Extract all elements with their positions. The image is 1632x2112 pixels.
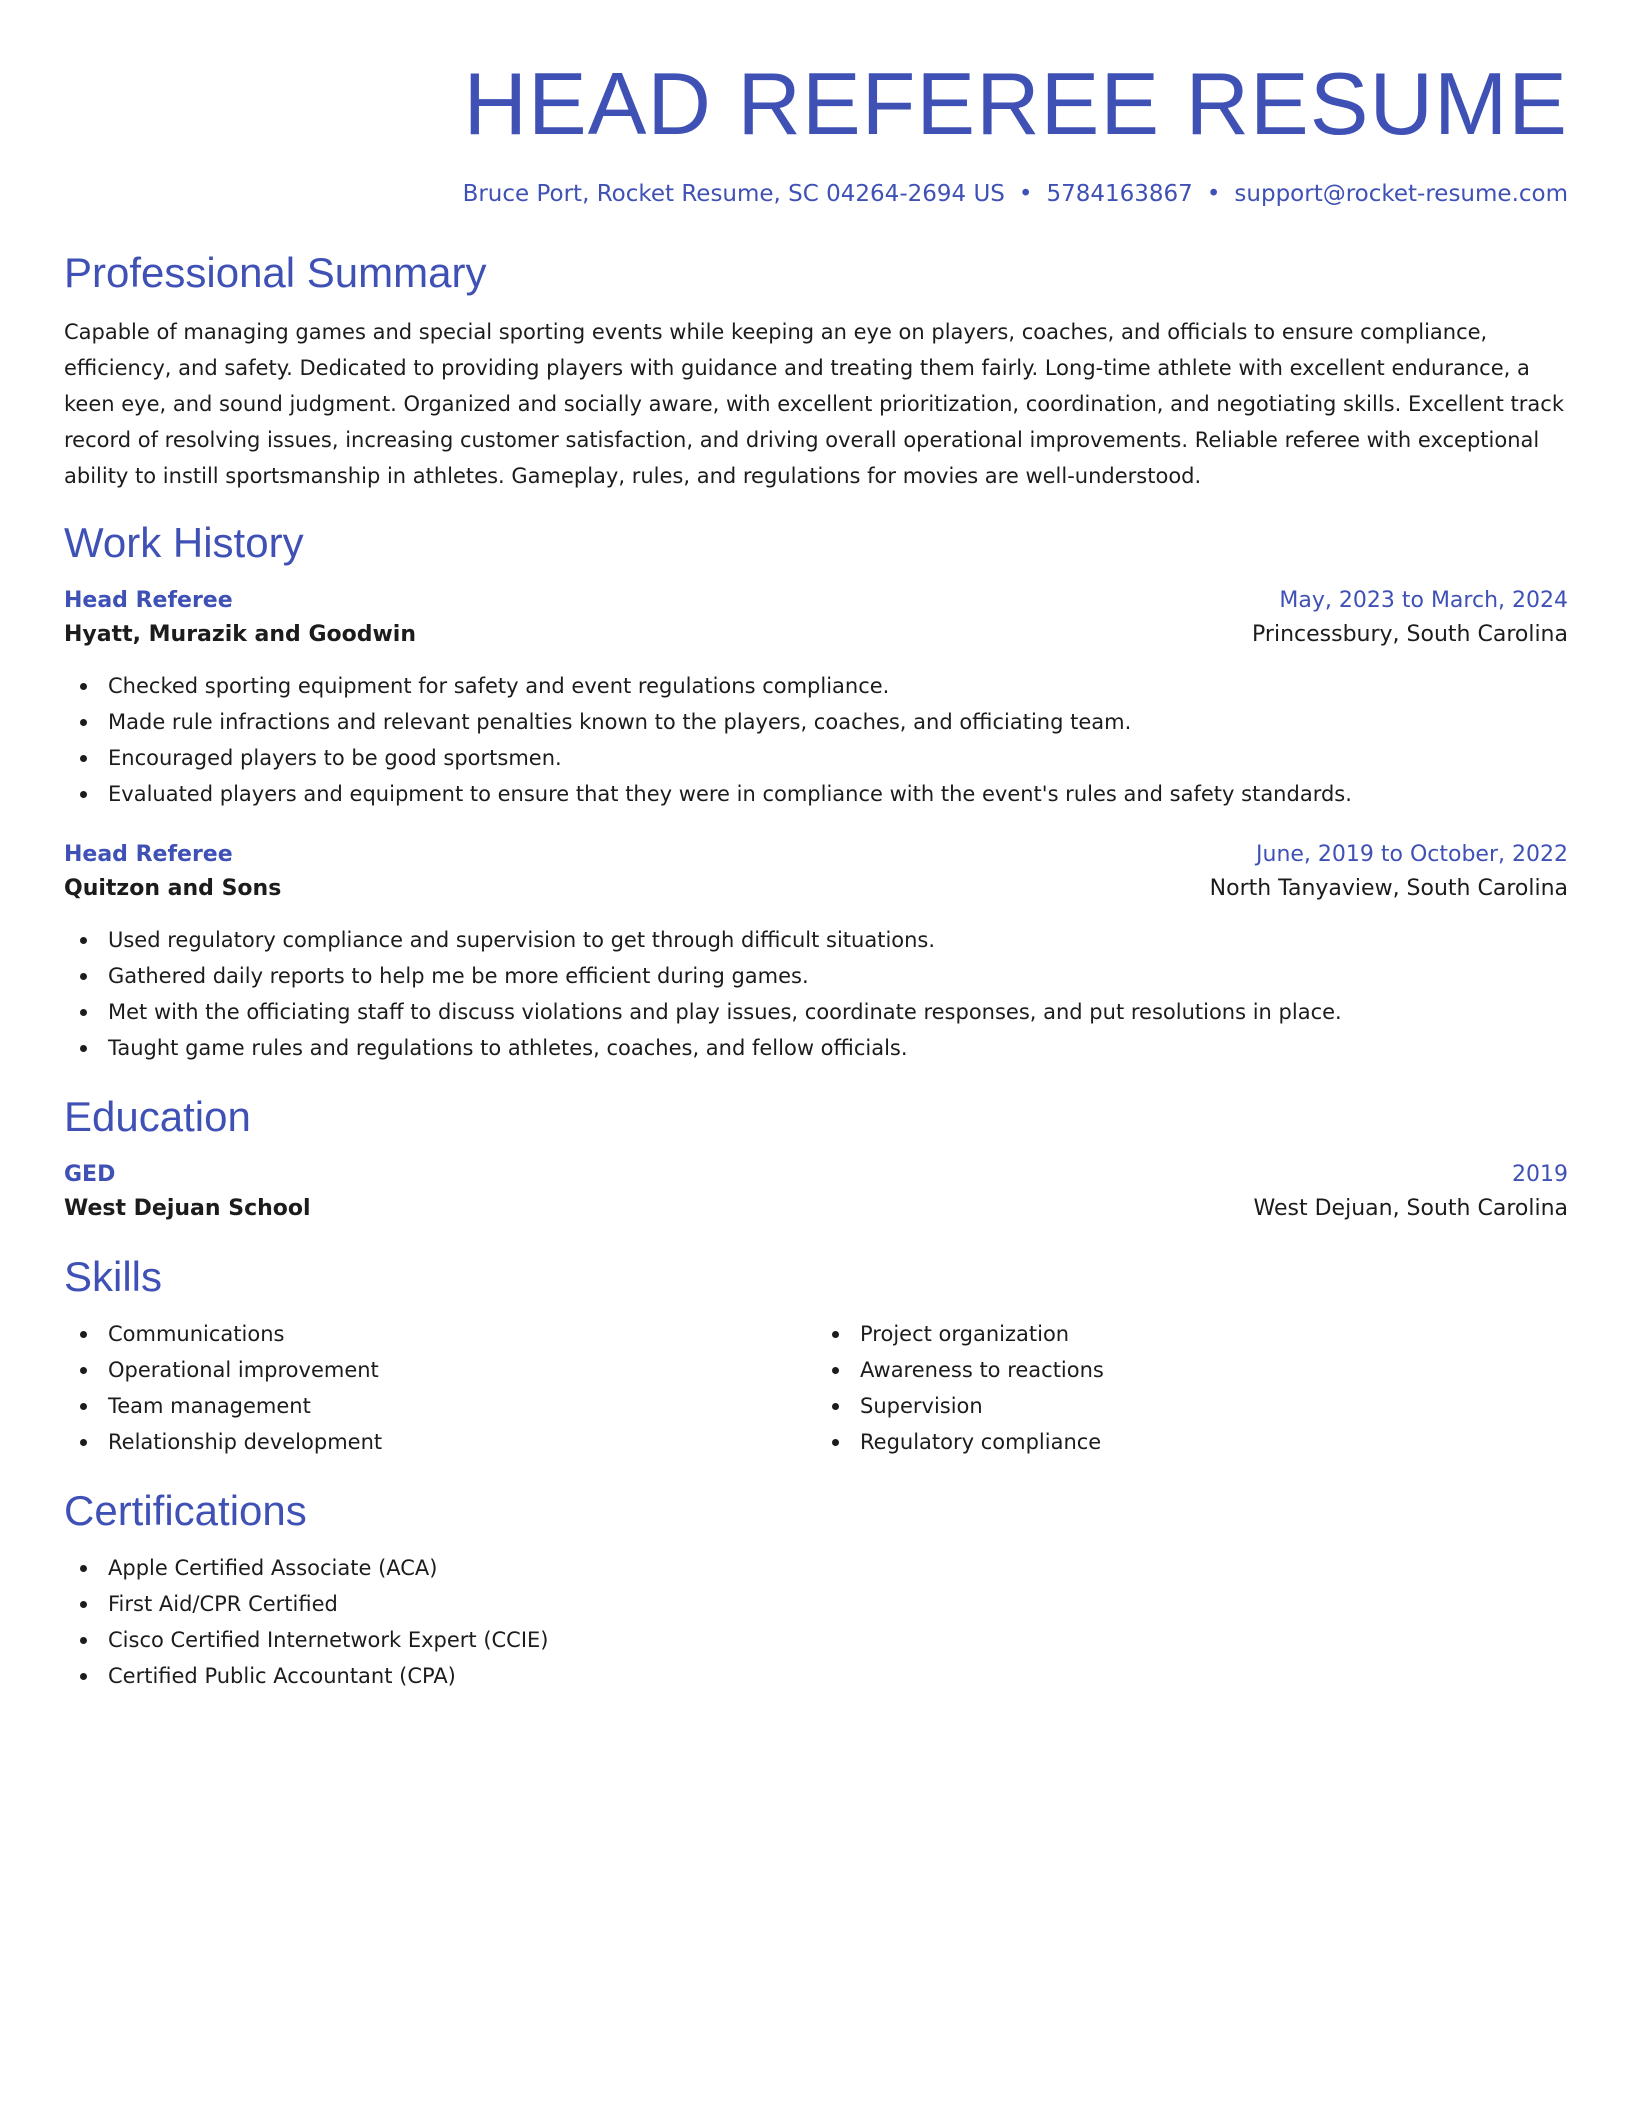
education-year: 2019 [1512,1162,1568,1187]
contact-line [64,178,1568,210]
section-title-education: Education [64,1093,251,1140]
resume-title: HEAD REFEREE RESUME [463,54,1568,153]
skill-item: Awareness to reactions [816,1352,1568,1388]
job-bullet: Encouraged players to be good sportsmen. [64,740,1568,776]
section-title-certifications: Certifications [64,1487,307,1534]
section-title-skills: Skills [64,1253,163,1300]
job-dates: May, 2023 to March, 2024 [1279,588,1568,613]
job-company-row [64,872,1568,906]
skill-item: Project organization [816,1316,1568,1352]
skill-item: Operational improvement [64,1352,816,1388]
skill-item: Relationship development [64,1424,816,1460]
contact-separator: • [1018,181,1033,207]
job-dates: June, 2019 to October, 2022 [1256,842,1568,867]
job-bullet: Gathered daily reports to help me be more efficient during games. [64,958,1568,994]
job-company: Quitzon and Sons [64,876,282,901]
job-bullet-list [64,922,1568,1066]
job-title: Head Referee [64,588,233,613]
job-bullet: Evaluated players and equipment to ensure that they were in compliance with the event's rules and safety standards. [64,776,1568,812]
job-title: Head Referee [64,842,233,867]
skill-item: Regulatory compliance [816,1424,1568,1460]
section-title-summary: Professional Summary [64,249,487,296]
education-school-row [64,1192,1568,1226]
contact-address: Bruce Port, Rocket Resume, SC 04264-2694 US [462,181,1005,207]
certification-item: Cisco Certified Internetwork Expert (CCIE) [64,1622,1568,1658]
job-bullet: Made rule infractions and relevant penalties known to the players, coaches, and officiating team. [64,704,1568,740]
job-location: North Tanyaview, South Carolina [1209,876,1568,901]
job-entry [64,584,1568,812]
education-degree: GED [64,1162,116,1187]
job-bullet: Checked sporting equipment for safety and event regulations compliance. [64,668,1568,704]
skill-item: Communications [64,1316,816,1352]
job-bullet: Used regulatory compliance and supervision to get through difficult situations. [64,922,1568,958]
skills-list [64,1316,816,1460]
certification-item: First Aid/CPR Certified [64,1586,1568,1622]
job-company: Hyatt, Murazik and Goodwin [64,622,417,647]
education-entry [64,1158,1568,1226]
job-header-row [64,838,1568,872]
skills-list [816,1316,1568,1460]
job-bullet-list [64,668,1568,812]
education-school: West Dejuan School [64,1196,311,1221]
skill-item: Team management [64,1388,816,1424]
job-location: Princessbury, South Carolina [1252,622,1568,647]
job-company-row [64,618,1568,652]
job-entry [64,838,1568,1066]
skills-column-right [816,1316,1568,1460]
summary-text: Capable of managing games and special sporting events while keeping an eye on players, coaches, and officials to ensure compliance, efficiency, and safety. Dedicated to providing players with guidance and treating them fairly. Long-time athlete with excellent endurance, a keen eye, and sound judgment. Organized and socially aware, with excellent prioritization, coordination, and negotiating skills. Excellent track record of resolving issues, increasing customer satisfaction, and driving overall operational improvements. Reliable referee with exceptional ability to instill sportsmanship in athletes. Gameplay, rules, and regulations for movies are well-understood. [64,320,1565,488]
skills-column-left [64,1316,816,1460]
contact-separator: • [1206,181,1221,207]
certification-item: Certified Public Accountant (CPA) [64,1658,1568,1694]
skill-item: Supervision [816,1388,1568,1424]
skills-grid [64,1316,1568,1460]
job-bullet: Met with the officiating staff to discuss violations and play issues, coordinate responses, and put resolutions in place. [64,994,1568,1030]
job-header-row [64,584,1568,618]
job-bullet: Taught game rules and regulations to athletes, coaches, and fellow officials. [64,1030,1568,1066]
section-title-work-history: Work History [64,519,304,566]
certifications-list [64,1550,1568,1694]
certification-item: Apple Certified Associate (ACA) [64,1550,1568,1586]
contact-phone: 5784163867 [1046,181,1193,207]
contact-email: support@rocket-resume.com [1234,181,1568,207]
education-location: West Dejuan, South Carolina [1253,1196,1568,1221]
education-header-row [64,1158,1568,1192]
